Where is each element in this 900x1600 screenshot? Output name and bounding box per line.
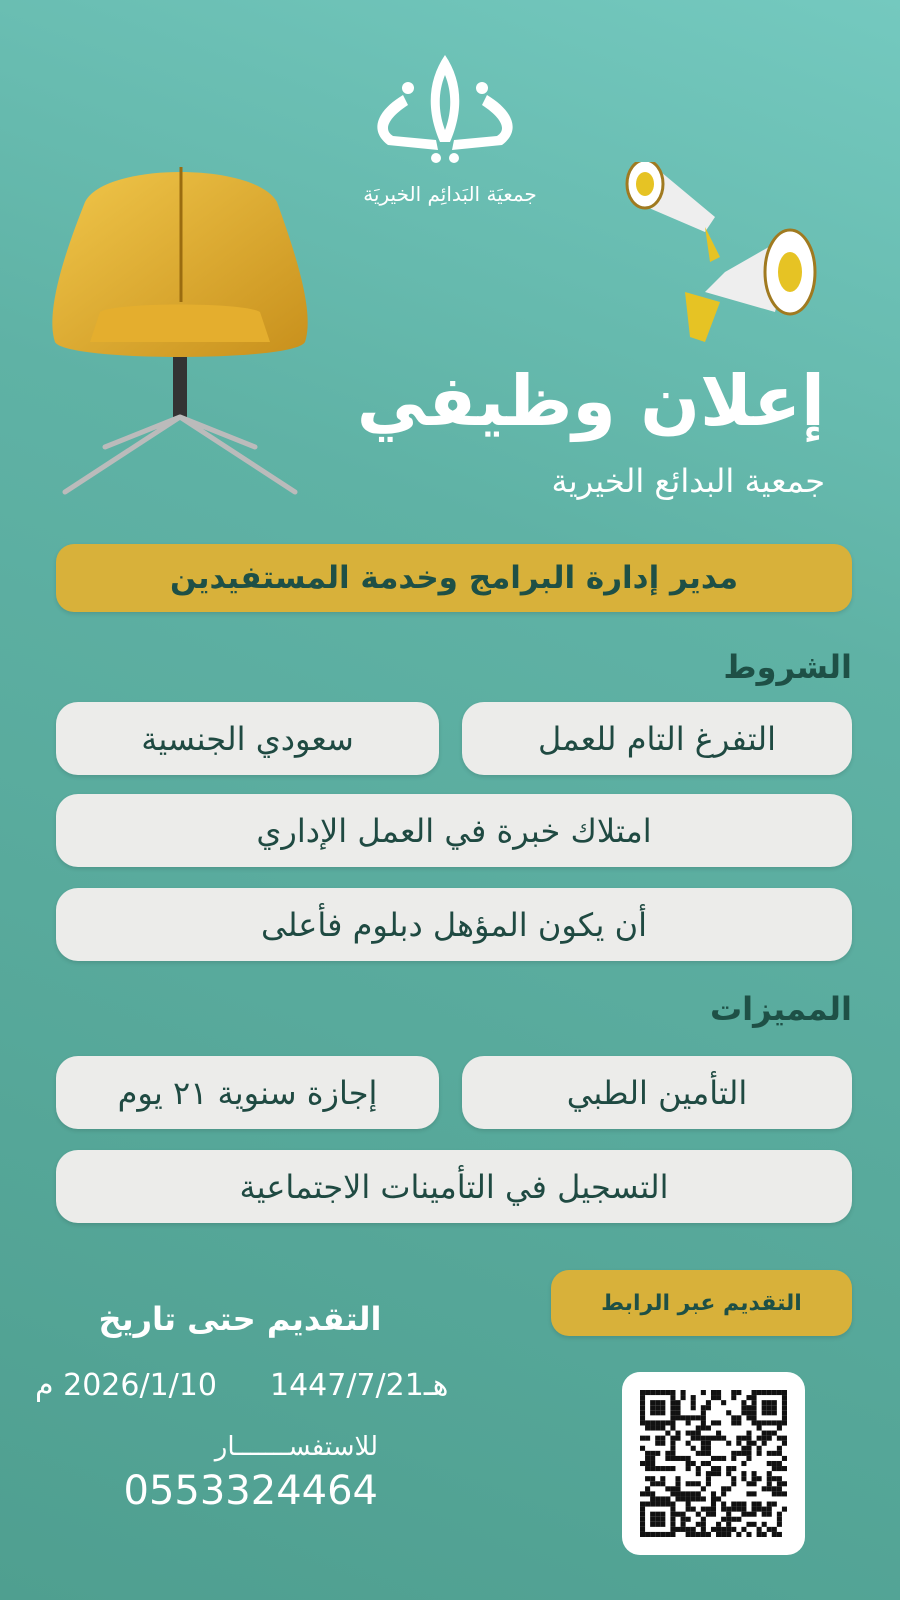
page-title: إعلان وظيفي [356,360,825,442]
apply-link-button[interactable] [551,1270,852,1336]
position-banner [56,544,852,612]
benefit-item: التسجيل في التأمينات الاجتماعية [56,1150,852,1223]
requirement-item: أن يكون المؤهل دبلوم فأعلى [56,888,852,961]
qr-code-icon [640,1390,787,1537]
logo-text: جمعيَة البَدائِم الخيريَة [363,182,537,206]
date-gregorian: 2026/1/10 م [35,1368,217,1403]
position-title: مدير إدارة البرامج وخدمة المستفيدين [169,560,739,596]
requirement-item: سعودي الجنسية [56,702,439,775]
benefit-item: إجازة سنوية ٢١ يوم [56,1056,439,1129]
benefit-item: التأمين الطبي [462,1056,852,1129]
contact-label: للاستفســـــــار [214,1432,378,1462]
apply-link-label: التقديم عبر الرابط [601,1290,802,1316]
benefits-heading: المميزات [710,990,852,1028]
qr-code[interactable] [622,1372,805,1555]
date-hijri: 1447/7/21هـ [270,1368,449,1403]
chair-icon [45,162,317,507]
requirement-item: امتلاك خبرة في العمل الإداري [56,794,852,867]
requirement-item: التفرغ التام للعمل [462,702,852,775]
deadline-label: التقديم حتى تاريخ [98,1300,382,1338]
subtitle: جمعية البدائع الخيرية [551,462,825,500]
requirements-heading: الشروط [723,648,852,686]
megaphone-icon [625,162,825,347]
fleur-logo-icon [368,50,522,165]
contact-phone[interactable]: 0553324464 [123,1468,378,1514]
